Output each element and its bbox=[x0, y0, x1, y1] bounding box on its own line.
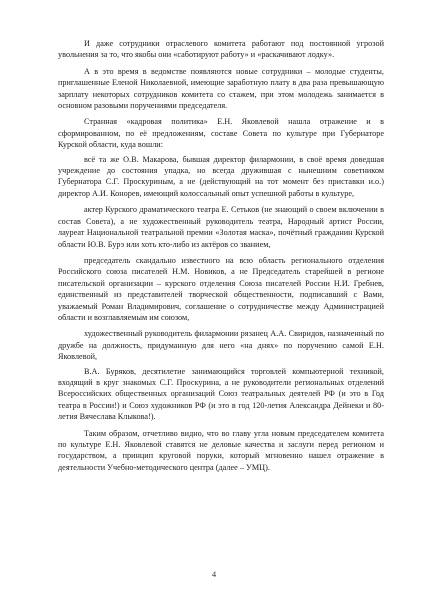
paragraph-makarova: всё та же О.В. Макарова, бывшая директор филармонии, в своё время доведшая учреждение до состояния упадка, но всегда дружившая с нынешним советником Губернатора С.Г. Проскуриным, а не (действующий на тот момент без приставки и.о.) директор А.И. Конорев, имеющий колоссальный опыт успешной работы в культуре, bbox=[58, 154, 384, 198]
paragraph-conclusion: Таким образом, отчетливо видно, что во главу угла новым председателем комитета по культуре Е.Н. Яковлевой ставятся не деловые качества и заслуги перед регионом и государством, а принцип круговой поруки, который мгновенно нашел отражение в деятельности Учебно-методического центра (далее – УМЦ). bbox=[58, 428, 384, 472]
page-number: 4 bbox=[211, 569, 217, 579]
paragraph-personnel-policy: Странная «кадровая политика» Е.Н. Яковлевой нашла отражение и в сформированном, по её предложениям, составе Совета по культуре при Губернаторе Курской области, куда вошли: bbox=[58, 117, 384, 150]
paragraph-sviridov: художественный руководитель филармонии рязанец А.А. Свиридов, назначенный по дружбе на должность, придуманную для него «на днях» по поручению самой Е.Н. Яковлевой, bbox=[58, 329, 384, 362]
paragraph-novikov: председатель скандально известного на всю область регионального отделения Российского союза писателей Н.М. Новиков, а не Председатель старейшей в регионе писательской организации – курского отделения Союза писателей России Н.И. Гребнев, единственный из представителей творческой общественности, подписавший с Вами, уважаемый Роман Владимирович, соглашение о сотрудничестве между Администрацией области и возглавляемым им союзом, bbox=[58, 255, 384, 322]
paragraph-new-employees: А в это время в ведомстве появляются новые сотрудники – молодые студенты, приглашенные Еленой Николаевной, имеющие заработную плату в два раза превышающую зарплату некоторых сотрудников комитета со стажем, при этом молодежь занимается в основном разовыми поручениями председателя. bbox=[58, 66, 384, 111]
paragraph-setkov: актер Курского драматического театра Е. Сетьков (не знающий о своем включении в состав Совета), а не художественный руководитель театра, Народный артист России, лауреат Национальной театральной премии «Золотая маска», почётный гражданин Курской области Ю.В. Бурэ или хоть кто-либо из актёров со званием, bbox=[58, 205, 384, 249]
paragraph-buryakov: В.А. Буряков, десятилетие занимающийся торговлей компьютерной техникой, входящий в круг знакомых С.Г. Проскурина, а не руководители региональных отделений Всероссийских общественных организаций Союз театральных деятелей РФ (и это в Год театра в России!) и Союз художников РФ (и это в год 120-летия Александра Дейнеки и 80-летия Вячеслава Клыкова!). bbox=[58, 366, 384, 422]
paragraph-committee-staff: И даже сотрудники отраслевого комитета работают под постоянной угрозой увольнения за то, что якобы они «саботируют работу» и «раскачивают лодку». bbox=[58, 39, 384, 60]
